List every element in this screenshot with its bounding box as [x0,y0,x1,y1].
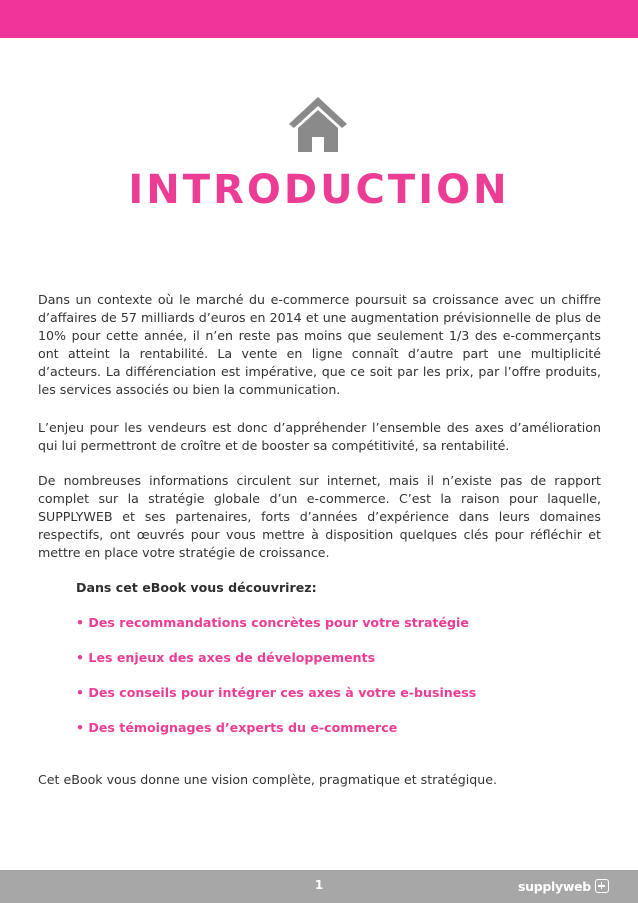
ebook-bullet-temoignages: • Des témoignages d’experts du e-commerce [76,720,398,735]
supplyweb-logo [518,877,609,895]
footer-bar [0,870,638,903]
intro-paragraph-1: Dans un contexte où le marché du e-commerce poursuit sa croissance avec un chiffre d’affaires de 57 milliards d’euros en 2014 et une augmentation prévisionnelle de plus de 10% pour cette année, il n’en reste pas moins que seulement 1/3 des e-commerçants ont atteint la rentabilité. La vente en ligne connaît d’autre part une multiplicité d’acteurs. La différenciation est impérative, que ce soit par les prix, par l’offre produits, les services associés ou bien la communication. [38,292,601,397]
logo-text: supplyweb [518,878,591,894]
ebook-list-heading: Dans cet eBook vous découvrirez: [76,580,317,595]
ebook-bullet-conseils: • Des conseils pour intégrer ces axes à votre e-business [76,685,477,700]
intro-paragraph-3: De nombreuses informations circulent sur internet, mais il n’existe pas de rapport complet sur la stratégie globale d’un e-commerce. C’est la raison pour laquelle, SUPPLYWEB et ses partenaires, forts d’années d’expérience dans leurs domaines respectifs, ont œuvrés pour vous mettre à disposition quelques clés pour réfléchir et mettre en place votre stratégie de croissance. [38,473,601,560]
ebook-bullet-enjeux: • Les enjeux des axes de développements [76,650,376,665]
closing-paragraph: Cet eBook vous donne une vision complète, pragmatique et stratégique. [38,772,497,787]
page-number: 1 [314,878,324,892]
ebook-bullet-recommendations: • Des recommandations concrètes pour votre stratégie [76,615,469,630]
page-title: INTRODUCTION [128,167,510,213]
supplyweb-logo-icon [595,879,609,893]
top-accent-bar [0,0,638,38]
home-icon [287,95,349,153]
intro-paragraph-2: L’enjeu pour les vendeurs est donc d’appréhender l’ensemble des axes d’amélioration qui lui permettront de croître et de booster sa compétitivité, sa rentabilité. [38,420,601,453]
